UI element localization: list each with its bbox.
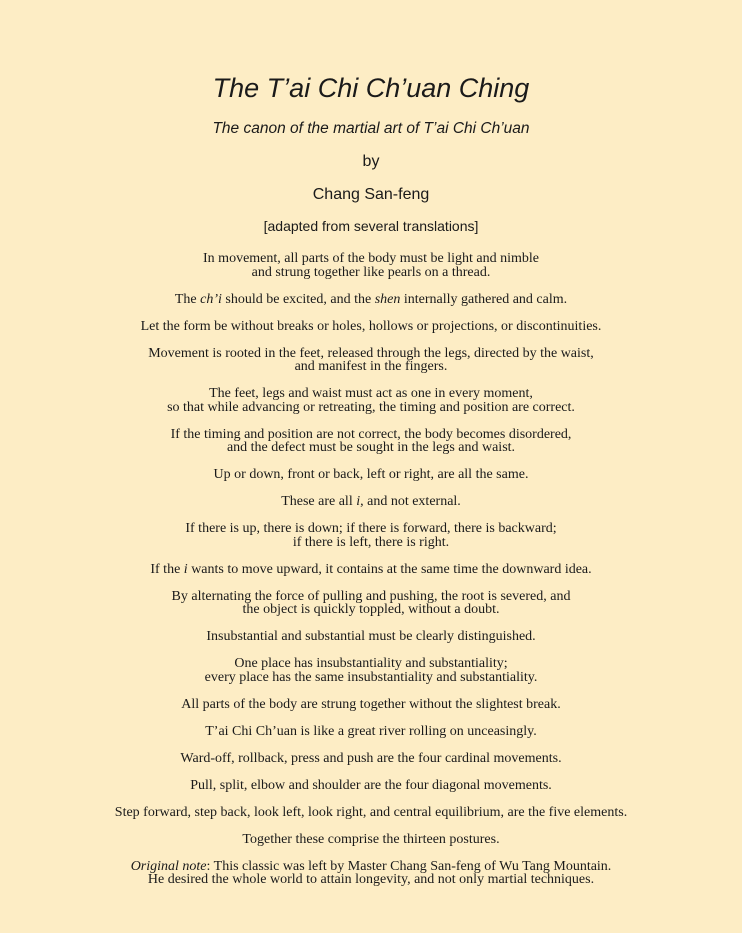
document-subtitle: The canon of the martial art of T’ai Chi Ch’uan (212, 120, 530, 137)
verse-14 (0, 698, 742, 712)
verse-line: Movement is rooted in the feet, released through the legs, directed by the waist, (148, 345, 594, 361)
verse-text: internally gathered and calm. (400, 291, 568, 307)
verse-line: every place has the same insubstantiality and substantiality. (204, 669, 538, 685)
verse-1 (0, 252, 742, 279)
verse-10 (0, 563, 742, 577)
verse-line: Insubstantial and substantial must be clearly distinguished. (206, 629, 536, 644)
verse-line: the object is quickly toppled, without a doubt. (242, 602, 500, 617)
verse-2 (0, 293, 742, 307)
verse-text: If the (150, 561, 184, 577)
verse-line: If the timing and position are not correct, the body becomes disordered, (170, 426, 572, 442)
verse-line: In movement, all parts of the body must be light and nimble (203, 251, 539, 266)
verse-text: should be excited, and the (221, 291, 375, 307)
verse-line: Up or down, front or back, left or right, are all the same. (213, 467, 529, 482)
document-title: The T’ai Chi Ch’uan Ching (212, 73, 530, 103)
term-shen: shen (374, 291, 401, 307)
verse-line: so that while advancing or retreating, the timing and position are correct. (167, 399, 575, 415)
verse-line: Together these comprise the thirteen postures. (242, 831, 500, 847)
verse-4 (0, 347, 742, 374)
verse-8 (0, 495, 742, 509)
verse-text: wants to move upward, it contains at the same time the downward idea. (187, 561, 592, 577)
verse-5 (0, 387, 742, 414)
verse-18 (0, 806, 742, 820)
verse-text: These are all (281, 494, 357, 509)
verse-7 (0, 468, 742, 482)
verse-17 (0, 779, 742, 793)
verse-12 (0, 630, 742, 644)
verse-13 (0, 657, 742, 684)
term-chi: ch’i (200, 291, 222, 307)
verse-line: Let the form be without breaks or holes, hollows or projections, or discontinuities. (140, 318, 602, 334)
verse-19 (0, 833, 742, 847)
verse-text: , and not external. (360, 494, 461, 509)
term-i: i (356, 494, 361, 509)
original-note-line-1 (0, 860, 742, 874)
verse-line: The feet, legs and waist must act as one in every moment, (209, 386, 533, 401)
verse-line: Step forward, step back, look left, look right, and central equilibrium, are the five elements. (114, 804, 628, 820)
verse-9 (0, 522, 742, 549)
verse-16 (0, 752, 742, 766)
verse-line: and strung together like pearls on a thread. (251, 264, 491, 280)
byline-by: by (362, 153, 380, 170)
verse-line: T’ai Chi Ch’uan is like a great river rolling on unceasingly. (205, 723, 537, 739)
verse-3 (0, 320, 742, 334)
verse-line: By alternating the force of pulling and pushing, the root is severed, and (171, 588, 571, 604)
verse-line: Ward-off, rollback, press and push are the four cardinal movements. (180, 750, 562, 766)
author-name: Chang San-feng (312, 186, 430, 203)
original-note-line-2: He desired the whole world to attain longevity, and not only martial techniques. (147, 872, 595, 887)
verse-line: Pull, split, elbow and shoulder are the four diagonal movements. (190, 777, 552, 793)
verse-line: All parts of the body are strung together without the slightest break. (181, 696, 561, 712)
verse-11 (0, 590, 742, 617)
verse-6 (0, 428, 742, 455)
verse-line: If there is up, there is down; if there is forward, there is backward; (185, 521, 557, 536)
term-i: i (183, 561, 188, 577)
verse-15 (0, 725, 742, 739)
verse-text: The (174, 291, 201, 307)
verse-line: and manifest in the fingers. (294, 359, 448, 374)
original-note-text: : This classic was left by Master Chang San-feng of Wu Tang Mountain. (206, 858, 612, 874)
verse-line: One place has insubstantiality and substantiality; (234, 656, 508, 671)
verse-line: if there is left, there is right. (292, 534, 450, 550)
verses-body (0, 252, 742, 900)
original-note-label: Original note (130, 858, 207, 874)
verse-line: and the defect must be sought in the legs and waist. (226, 440, 516, 455)
original-note (0, 860, 742, 887)
adaptation-note: [adapted from several translations] (263, 218, 479, 234)
